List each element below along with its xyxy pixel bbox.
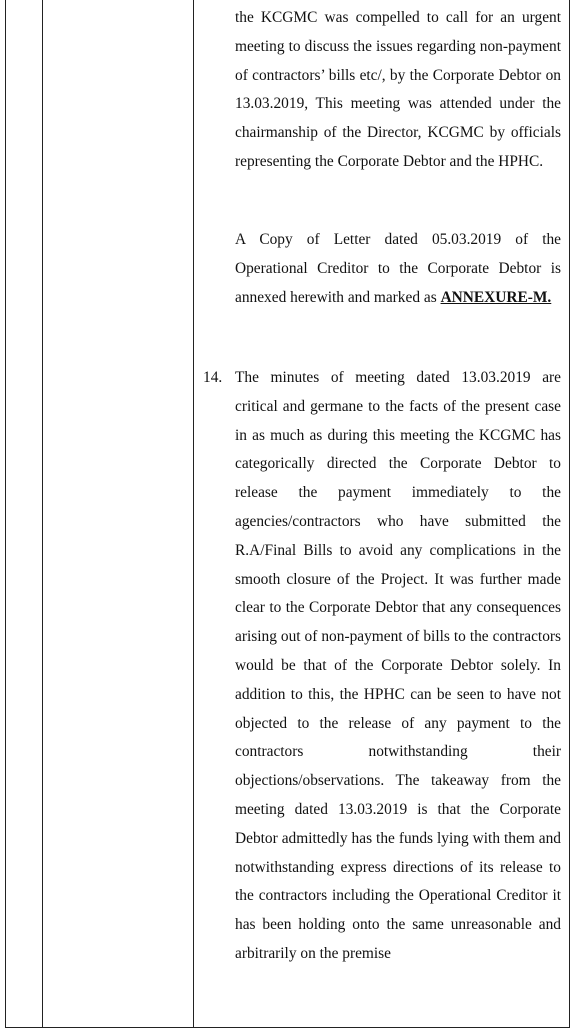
table-column-divider-1 xyxy=(42,0,43,1028)
table-right-border xyxy=(569,0,570,1028)
annexure-paragraph xyxy=(235,226,561,312)
item-14-number: 14. xyxy=(203,369,223,386)
annexure-text: A Copy of Letter dated 05.03.2019 of the Operational Creditor to the Corporate Debtor is annexed herewith and marked as xyxy=(235,231,561,306)
annexure-label: ANNEXURE-M. xyxy=(440,288,552,306)
item-14-paragraph: The minutes of meeting dated 13.03.2019 are critical and germane to the facts of the present case in as much as during this meeting the KCGMC has categorically directed the Corporate Debtor to release the payment immediately to the agencies/contractors who have submitted the R.A/Final Bills to avoid any complications in the smooth closure of the Project. It was further made clear to the Corporate Debtor that any consequences arising out of non-payment of bills to the contractors would be that of the Corporate Debtor solely. In addition to this, the HPHC can be seen to have not objected to the release of any payment to the contractors notwithstanding their objections/observations. The takeaway from the meeting dated 13.03.2019 is that the Corporate Debtor admittedly has the funds lying with them and notwithstanding express directions of its release to the contractors including the Operational Creditor it has been holding onto the same unreasonable and arbitrarily on the premise xyxy=(235,369,561,962)
paragraph-continuation: the KCGMC was compelled to call for an urgent meeting to discuss the issues regarding non-payment of contractors’ bills etc/, by the Corporate Debtor on 13.03.2019, This meeting was attended under the chairmanship of the Director, KCGMC by officials representing the Corporate Debtor and the HPHC. xyxy=(235,9,561,170)
table-column-divider-2 xyxy=(193,0,194,1028)
table-bottom-border xyxy=(5,1027,570,1028)
table-left-border xyxy=(5,0,6,1028)
